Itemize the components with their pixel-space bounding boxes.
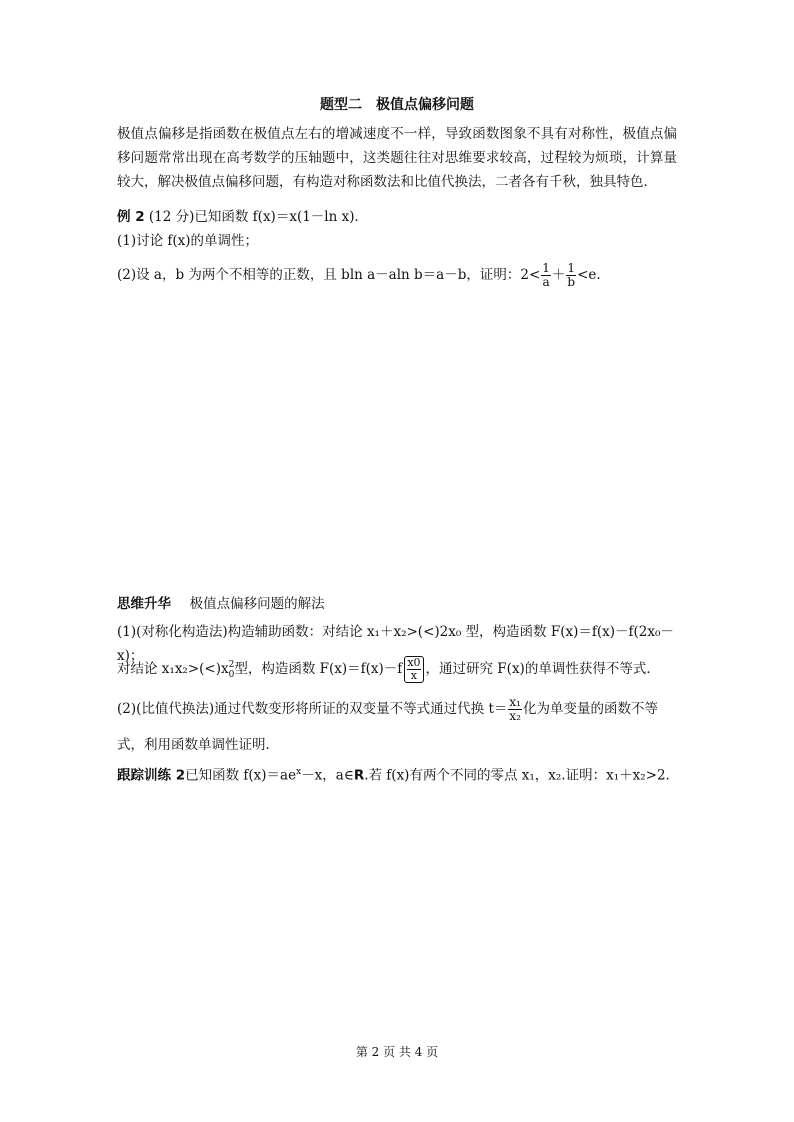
- part2-text: (2)设 a，b 为两个不相等的正数，且 bln a－aln b＝a－b，证明：2<: [117, 267, 541, 283]
- training-label: 跟踪训练 2: [117, 767, 186, 784]
- example-part2: [117, 262, 677, 289]
- real-set-symbol: R: [353, 767, 365, 784]
- summary-label: 思维升华: [117, 596, 171, 612]
- summary-line-4: 式，利用函数单调性证明．: [117, 737, 279, 753]
- section-heading: [0, 94, 794, 114]
- fraction-x1-over-x2: $\frac{\text{x₁}}{\text{x₂}}$: [509, 695, 521, 723]
- summary-line-3: (2)(比值代换法)通过代数变形将所证的双变量不等式通过代换 t＝ $\frac{\text{x₁}}{\text{x₂}}$ 化为单变量的函数不等: [117, 695, 658, 723]
- heading-type: 题型二: [320, 97, 362, 113]
- heading-topic: 极值点偏移问题: [376, 97, 474, 113]
- bracket-fraction: $\frac{x0}{x}$: [404, 656, 423, 683]
- page-footer: 第 2 页 共 4 页: [355, 1045, 439, 1059]
- fraction-1-over-b: $\frac{1}{b}$: [567, 261, 576, 289]
- intro-paragraph: 极值点偏移是指函数在极值点左右的增减速度不一样，导致函数图象不具有对称性，极值点偏移问题常常出现在高考数学的压轴题中，这类题往往对思维要求较高，过程较为烦琐，计算量较大，解决极值点偏移问题，有构造对称函数法和比值代换法，二者各有千秋，独具特色．: [117, 126, 677, 190]
- summary-heading: [117, 592, 677, 616]
- summary-line-2: 对结论 x₁x₂>(<)x 2 0 型，构造函数 F(x)＝f(x)－f $\frac{x0}{x}$ ，通过研究 F(x)的单调性获得不等式．: [117, 656, 660, 682]
- summary-title: 极值点偏移问题的解法: [189, 596, 325, 612]
- summary-line-1: (1)(对称化构造法)构造辅助函数：对结论 x₁＋x₂>(<)2x₀ 型，构造函数 F(x)＝f(x)－f(2x₀－x)；: [117, 624, 674, 664]
- example-line: [117, 205, 677, 229]
- training-line: 跟踪训练 2已知函数 $f(x)=ae^x-x$，a∈R.若 f(x)有两个不同的零点 x₁，x₂.证明：x₁＋x₂>2.: [117, 767, 670, 784]
- example-text: (12 分)已知函数 f(x)＝x(1－ln x)．: [148, 209, 368, 225]
- example-part1: (1)讨论 f(x)的单调性；: [117, 233, 259, 249]
- plus-sign: ＋: [551, 267, 566, 283]
- fraction-1-over-a: $\frac{1}{a}$: [542, 261, 550, 289]
- x0-squared: 2 0: [228, 659, 235, 680]
- part2-end: <e.: [577, 267, 601, 283]
- example-label: 例 2: [117, 209, 145, 225]
